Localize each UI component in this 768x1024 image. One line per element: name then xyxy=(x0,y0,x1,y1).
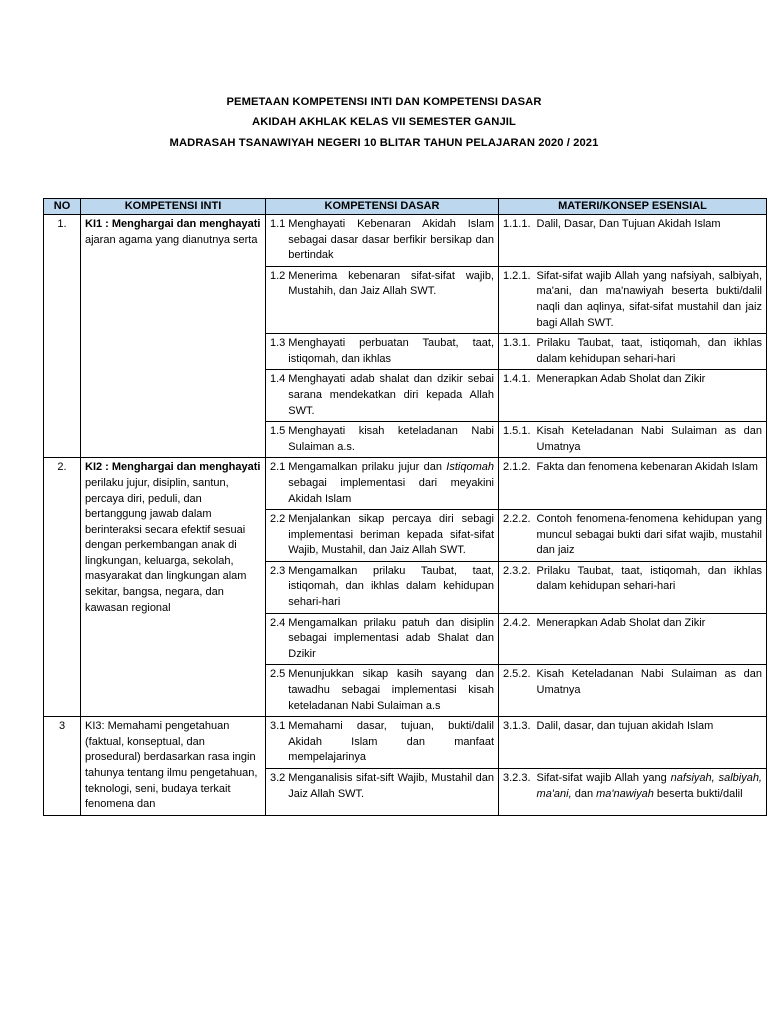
kd-number: 2.2 xyxy=(270,513,286,526)
mk-text: Kisah Keteladanan Nabi Sulaiman as dan Umatnya xyxy=(536,668,762,697)
ki-text: ajaran agama yang dianutnya serta xyxy=(85,233,258,246)
kd-number: 1.3 xyxy=(270,337,286,350)
kompetensi-inti-cell xyxy=(81,717,266,816)
row-number: 1. xyxy=(44,215,81,458)
mk-text: Menerapkan Adab Sholat dan Zikir xyxy=(536,616,706,629)
mk-number: 1.1.1. xyxy=(503,218,531,230)
mk-text: Menerapkan Adab Sholat dan Zikir xyxy=(536,373,706,386)
mk-text: Kisah Keteladanan Nabi Sulaiman as dan Umatnya xyxy=(536,425,762,453)
materi-cell xyxy=(499,510,767,562)
mk-number: 3.2.3. xyxy=(503,772,531,784)
mk-number: 1.3.1. xyxy=(503,337,531,350)
kd-text xyxy=(288,460,494,507)
kd-cell xyxy=(266,510,499,562)
table-row xyxy=(44,458,767,510)
materi-cell xyxy=(499,215,767,267)
kd-text: Menunjukkan sikap kasih sayang dan tawadhu sebagai implementasi kisah keteladanan Nabi Sulaiman a.s xyxy=(288,668,494,712)
document-title xyxy=(0,92,768,153)
ki-text: KI3: Memahami pengetahuan (faktual, konseptual, dan prosedural) berdasarkan rasa ingin tahunya tentang ilmu pengetahuan, teknologi, seni, budaya terkait fenomena dan xyxy=(85,720,258,811)
kompetensi-inti-cell xyxy=(81,215,266,458)
table-header-row xyxy=(44,199,767,215)
mk-number: 3.1.3. xyxy=(503,720,531,733)
kd-cell xyxy=(266,458,499,510)
kd-text: Menganalisis sifat-sift Wajib, Mustahil dan Jaiz Allah SWT. xyxy=(288,772,494,800)
kompetensi-inti-cell xyxy=(81,458,266,717)
materi-cell xyxy=(499,665,767,717)
kd-number: 2.3 xyxy=(270,564,286,577)
materi-cell xyxy=(499,266,767,333)
header-kompetensi-dasar: KOMPETENSI DASAR xyxy=(266,199,499,215)
kd-cell xyxy=(266,370,499,422)
kd-cell xyxy=(266,266,499,333)
competency-table xyxy=(43,198,767,816)
materi-cell xyxy=(499,561,767,613)
kd-cell xyxy=(266,665,499,717)
kd-text-part: Mengamalkan prilaku jujur dan xyxy=(288,461,447,474)
kd-text: Menjalankan sikap percaya diri sebagi implementasi beriman kepada sifat-sifat Wajib, Mustahil, dan Jaiz Allah SWT. xyxy=(288,513,494,557)
kd-text: Mengamalkan prilaku patuh dan disiplin sebagai implementasi adab Shalat dan Dzikir xyxy=(288,616,494,660)
mk-text-part: beserta bukti/dalil xyxy=(653,787,743,800)
kd-number: 1.5 xyxy=(270,425,286,438)
ki-text: perilaku jujur, disiplin, santun, percaya diri, peduli, dan bertanggung jawab dalam berinteraksi secara efektif sesuai dengan perkembangan anak di lingkungan, keluarga, sekolah, masyarakat dan lingkungan alam sekitar, bangsa, negara, dan kawasan regional xyxy=(85,476,247,614)
materi-cell xyxy=(499,613,767,665)
ki-code: KI2 : Menghargai dan menghayati xyxy=(85,461,261,474)
mk-number: 1.5.1. xyxy=(503,425,531,438)
kd-cell xyxy=(266,561,499,613)
row-number: 2. xyxy=(44,458,81,717)
kd-number: 2.1 xyxy=(270,461,286,474)
header-materi: MATERI/KONSEP ESENSIAL xyxy=(499,199,767,215)
kd-cell xyxy=(266,215,499,267)
materi-cell xyxy=(499,458,767,510)
kd-text-part: sebagai implementasi dari meyakini Akidah Islam xyxy=(288,476,494,505)
header-no: NO xyxy=(44,199,81,215)
header-kompetensi-inti: KOMPETENSI INTI xyxy=(81,199,266,215)
materi-cell xyxy=(499,370,767,422)
kd-text: Menerima kebenaran sifat-sifat wajib, Mustahih, dan Jaiz Allah SWT. xyxy=(288,269,494,298)
mk-text-italic: ma'nawiyah xyxy=(596,787,654,800)
mk-number: 2.1.2. xyxy=(503,461,531,474)
mk-number: 1.4.1. xyxy=(503,373,531,386)
kd-number: 1.4 xyxy=(270,373,286,386)
mk-text-italic: nafsiyah, salbiyah, ma'ani, xyxy=(536,772,762,800)
kd-text: Menghayati adab shalat dan dzikir sebai sarana mendekatkan diri kepada Allah SWT. xyxy=(288,373,494,417)
title-line-3: MADRASAH TSANAWIYAH NEGERI 10 BLITAR TAHUN PELAJARAN 2020 / 2021 xyxy=(169,137,599,149)
kd-cell xyxy=(266,717,499,769)
kd-number: 2.5 xyxy=(270,668,286,681)
mk-text: Prilaku Taubat, taat, istiqomah, dan ikhlas dalam kehidupan sehari-hari xyxy=(536,564,762,593)
kd-cell xyxy=(266,769,499,816)
kd-text: Menghayati Kebenaran Akidah Islam sebagai dasar dasar berfikir bersikap dan bertindak xyxy=(288,218,494,262)
kd-number: 2.4 xyxy=(270,616,286,629)
title-line-1: PEMETAAN KOMPETENSI INTI DAN KOMPETENSI DASAR xyxy=(226,96,542,108)
title-line-2: AKIDAH AKHLAK KELAS VII SEMESTER GANJIL xyxy=(252,116,516,128)
kd-text: Menghayati perbuatan Taubat, taat, istiqomah, dan ikhlas xyxy=(288,337,494,365)
kd-text: Menghayati kisah keteladanan Nabi Sulaiman a.s. xyxy=(288,425,494,453)
mk-text: Fakta dan fenomena kebenaran Akidah Islam xyxy=(536,461,758,474)
materi-cell xyxy=(499,422,767,458)
mk-text: Dalil, dasar, dan tujuan akidah Islam xyxy=(536,720,714,733)
kd-text: Mengamalkan prilaku Taubat, taat, istiqomah, dan ikhlas dalam kehidupan sehari-hari xyxy=(288,564,494,609)
materi-cell xyxy=(499,717,767,769)
mk-text: Contoh fenomena-fenomena kehidupan yang muncul sebagai bukti dari sifat wajib, mustahil dan jaiz xyxy=(536,513,762,557)
mk-number: 1.2.1. xyxy=(503,269,531,282)
table-row xyxy=(44,717,767,769)
mk-text: Prilaku Taubat, taat, istiqomah, dan ikhlas dalam kehidupan sehari-hari xyxy=(536,337,762,365)
row-number: 3 xyxy=(44,717,81,816)
mk-text: Sifat-sifat wajib Allah yang nafsiyah, salbiyah, ma'ani, dan ma'nawiyah beserta bukti/dalil naqli dan aqlinya, sifat-sifat mustahil dan jaiz bagi Allah SWT. xyxy=(536,269,762,329)
mk-number: 2.4.2. xyxy=(503,616,531,629)
kd-number: 3.1 xyxy=(270,720,286,733)
kd-number: 1.2 xyxy=(270,269,286,282)
kd-number: 1.1 xyxy=(270,218,286,230)
mk-text-part: Sifat-sifat wajib Allah yang xyxy=(536,772,671,784)
kd-text-italic: Istiqomah xyxy=(446,461,494,474)
mk-number: 2.2.2. xyxy=(503,513,531,526)
kd-number: 3.2 xyxy=(270,772,286,784)
table-row xyxy=(44,215,767,267)
mk-text: Dalil, Dasar, Dan Tujuan Akidah Islam xyxy=(536,218,721,230)
mk-text xyxy=(537,771,762,802)
kd-cell xyxy=(266,422,499,458)
ki-code: KI1 : Menghargai dan menghayati xyxy=(85,218,261,230)
kd-cell xyxy=(266,334,499,370)
kd-text: Memahami dasar, tujuan, bukti/dalil Akidah Islam dan manfaat mempelajarinya xyxy=(288,720,494,764)
materi-cell xyxy=(499,334,767,370)
mk-number: 2.3.2. xyxy=(503,564,531,577)
kd-cell xyxy=(266,613,499,665)
mk-text-part: dan xyxy=(571,787,597,800)
materi-cell xyxy=(499,769,767,816)
mk-number: 2.5.2. xyxy=(503,668,531,681)
